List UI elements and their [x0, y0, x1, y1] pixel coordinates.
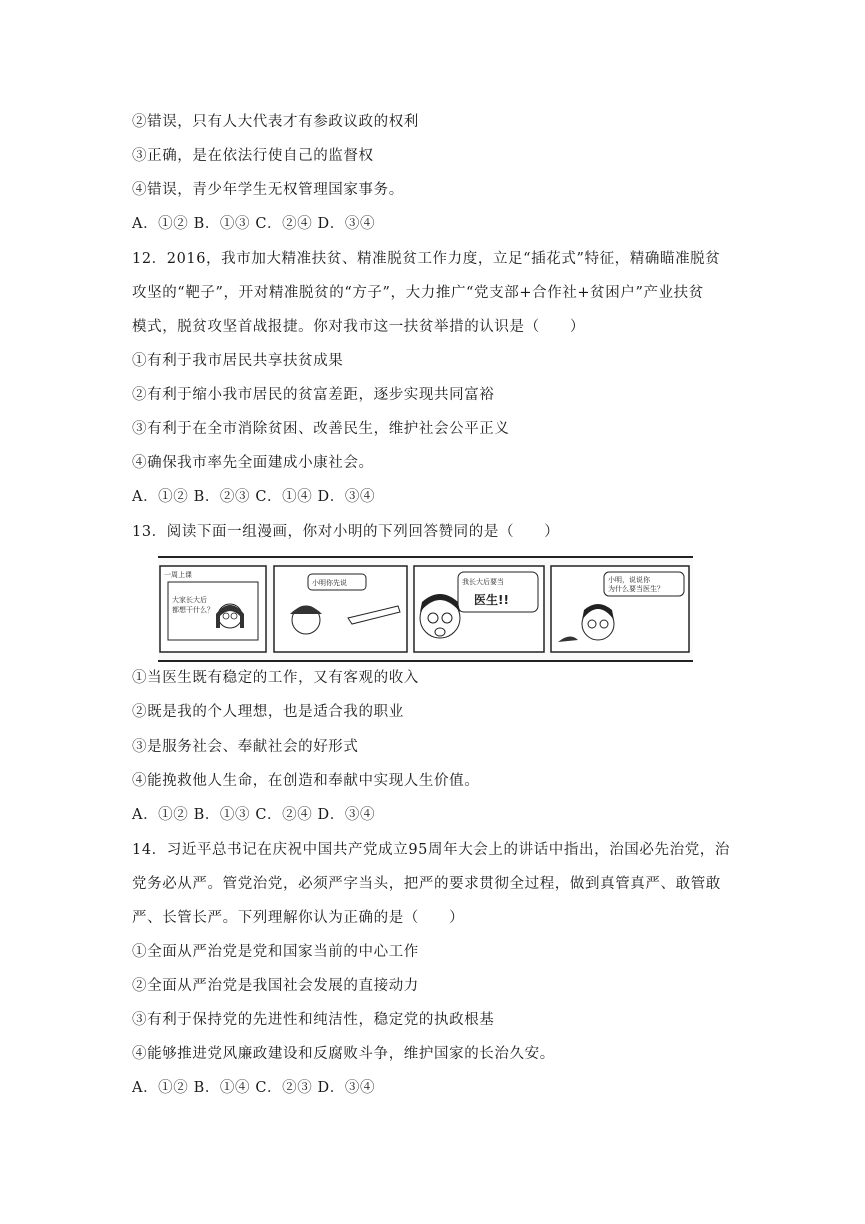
svg-text:为什么要当医生？: 为什么要当医生？: [608, 585, 664, 593]
svg-text:小明你先说: 小明你先说: [312, 579, 347, 587]
comic-illustration: [158, 558, 693, 656]
answer-choices: A．①② B．①③ C．②④ D．③④: [132, 216, 376, 232]
svg-text:一周上课: 一周上课: [164, 571, 192, 579]
option-line: ④错误，青少年学生无权管理国家事务。: [132, 182, 404, 198]
svg-text:都想干什么？: 都想干什么？: [172, 606, 214, 614]
question-12-text: 攻坚的“靶子”，开对精准脱贫的“方子”，大力推广“党支部+合作社+贫困户”产业扶贫: [132, 285, 704, 301]
question-12-text: 模式，脱贫攻坚首战报捷。你对我市这一扶贫举措的认识是（ ）: [132, 319, 585, 335]
answer-choices: A．①② B．①③ C．②④ D．③④: [132, 807, 376, 823]
option-line: ④能够推进党风廉政建设和反腐败斗争，维护国家的长治久安。: [132, 1046, 555, 1062]
question-14-text: 党务必从严。管党治党，必须严字当头，把严的要求贯彻全过程，做到真管真严、敢管敢: [132, 876, 721, 892]
option-line: ①全面从严治党是党和国家当前的中心工作: [132, 944, 419, 960]
option-line: ③有利于保持党的先进性和纯洁性，稳定党的执政根基: [132, 1012, 495, 1028]
question-12-text: 12．2016，我市加大精准扶贫、精准脱贫工作力度，立足“插花式”特征，精确瞄准脱贫: [132, 251, 721, 267]
question-14-text: 14．习近平总书记在庆祝中国共产党成立95周年大会上的讲话中指出，治国必先治党，治: [132, 842, 730, 858]
option-line: ②全面从严治党是我国社会发展的直接动力: [132, 978, 419, 994]
svg-text:我长大后要当: 我长大后要当: [462, 578, 504, 586]
svg-text:小明，说说你: 小明，说说你: [608, 576, 650, 584]
question-14-text: 严、长管长严。下列理解你认为正确的是（ ）: [132, 910, 465, 926]
option-line: ①当医生既有稳定的工作，又有客观的收入: [132, 670, 419, 686]
comic-strip: [158, 556, 693, 662]
option-line: ④能挽救他人生命，在创造和奉献中实现人生价值。: [132, 773, 480, 789]
option-line: ②既是我的个人理想，也是适合我的职业: [132, 704, 404, 720]
option-line: ③有利于在全市消除贫困、改善民生，维护社会公平正义: [132, 421, 510, 437]
option-line: ④确保我市率先全面建成小康社会。: [132, 455, 374, 471]
option-line: ③正确，是在依法行使自己的监督权: [132, 148, 374, 164]
option-line: ①有利于我市居民共享扶贫成果: [132, 353, 344, 369]
option-line: ③是服务社会、奉献社会的好形式: [132, 739, 359, 755]
answer-choices: A．①② B．①④ C．②③ D．③④: [132, 1080, 376, 1096]
question-13-text: 13．阅读下面一组漫画，你对小明的下列回答赞同的是（ ）: [132, 524, 560, 540]
answer-choices: A．①② B．②③ C．①④ D．③④: [132, 489, 376, 505]
option-line: ②错误，只有人大代表才有参政议政的权利: [132, 114, 419, 130]
option-line: ②有利于缩小我市居民的贫富差距，逐步实现共同富裕: [132, 387, 495, 403]
svg-text:医生!!: 医生!!: [474, 593, 509, 607]
svg-text:大家长大后: 大家长大后: [172, 596, 207, 604]
